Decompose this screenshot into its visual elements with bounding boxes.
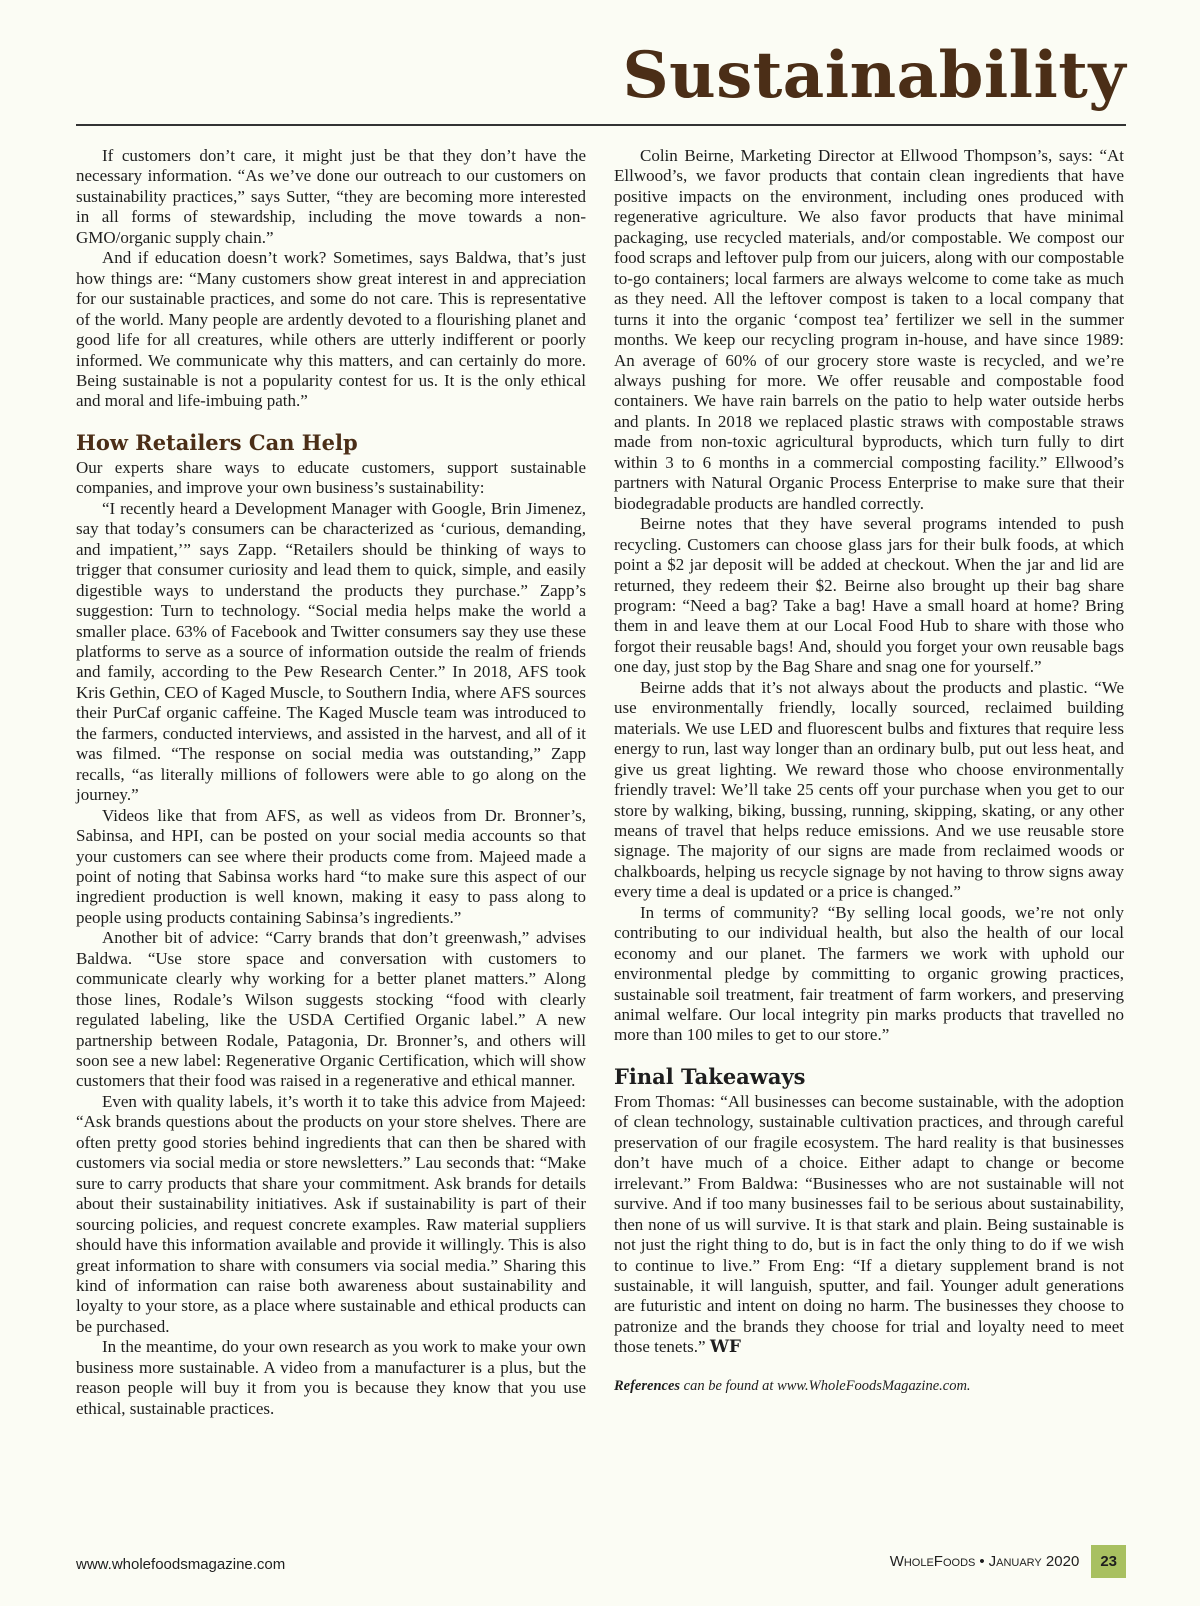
- paragraph: Colin Beirne, Marketing Director at Ellwood Thompson’s, says: “At Ellwood’s, we favor products that contain clean ingredients that have positive impacts on the environment, including ones produced with regenerative agriculture. We also favor products that have minimal packaging, use recycled materials, and/or compostable. We compost our food scraps and leftover pulp from our juicers, along with our compostable to-go containers; local farmers are always welcome to come take as much as they need. All the leftover compost is taken to a local company that turns it into the organic ‘compost tea’ fertilizer we sell in the summer months. We keep our recycling program in-house, and have since 1989: An average of 60% of our grocery store waste is recycled, and we’re always pushing for more. We offer reusable and compostable food containers. We have rain barrels on the patio to help water outside herbs and plants. In 2018 we replaced plastic straws with compostable straws made from non-toxic agricultural byproducts, which turn fully to dirt within 3 to 6 months in a commercial composting facility.” Ellwood’s partners with Natural Organic Process Enterprise to make sure that their biodegradable products are handled correctly.: [614, 146, 1124, 513]
- footer-separator: •: [979, 1553, 985, 1570]
- left-column: [76, 146, 586, 1419]
- right-column: [614, 146, 1124, 1396]
- footer-issue: [890, 1545, 1126, 1578]
- paragraph: In the meantime, do your own research as you work to make your own business more sustainable. A video from a manufacturer is a plus, but the reason people will buy it from you is because they know that you use ethical, sustainable practices.: [76, 1337, 586, 1418]
- paragraph: If customers don’t care, it might just be that they don’t have the necessary information. “As we’ve done our outreach to our customers on sustainability practices,” says Sutter, “they are becoming more interested in all forms of stewardship, including the move towards a non-GMO/organic supply chain.”: [76, 146, 586, 247]
- paragraph: Another bit of advice: “Carry brands that don’t greenwash,” advises Baldwa. “Use store space and conversation with customers to communicate clearly why working for a better planet matters.” Along those lines, Rodale’s Wilson suggests stocking “food with clearly regulated labeling, like the USDA Certified Organic label.” A new partnership between Rodale, Patagonia, Dr. Bronner’s, and others will soon see a new label: Regenerative Organic Certification, which will show customers that their food was raised in a regenerative and ethical manner.: [76, 928, 586, 1091]
- references-text: can be found at www.WholeFoodsMagazine.com.: [680, 1377, 971, 1394]
- paragraph: In terms of community? “By selling local goods, we’re not only contributing to our individual health, but also the health of our local economy and our planet. The farmers we work with uphold our environmental pledge by committing to organic growing practices, sustainable soil treatment, fair treatment of farm workers, and preserving animal welfare. Our local integrity pin marks products that travelled no more than 100 miles to get to our store.”: [614, 902, 1124, 1045]
- paragraph: Our experts share ways to educate customers, support sustainable companies, and improve your own business’s sustainability:: [76, 457, 586, 498]
- paragraph: Beirne adds that it’s not always about the products and plastic. “We use environmentally friendly, locally sourced, reclaimed building materials. We use LED and fluorescent bulbs and fixtures that require less energy to run, last way longer than an ordinary bulb, put out less heat, and give us great lighting. We reward those who choose environmentally friendly travel: We’ll take 25 cents off your purchase when you get to our store by walking, biking, bussing, running, skipping, skating, or any other means of travel that helps reduce emissions. And we use reusable store signage. The majority of our signs are made from reclaimed woods or chalkboards, helping us recycle signage by not having to throw signs away every time a deal is updated or a price is changed.”: [614, 677, 1124, 902]
- paragraph-text: From Thomas: “All businesses can become sustainable, with the adoption of clean technology, sustainable cultivation practices, and through careful preservation of our fragile ecosystem. The hard reality is that businesses don’t have much of a choice. Either adapt to change or become irrelevant.” From Baldwa: “Businesses who are not sustainable will not survive. And if too many businesses fail to be serious about sustainability, then none of us will survive. It is that stark and plain. Being sustainable is not just the right thing to do, but is in fact the only thing to do if we wish to continue to live.” From Eng: “If a dietary supplement brand is not sustainable, it will languish, sputter, and fail. Younger adult generations are futuristic and intent on doing no harm. The businesses they choose to patronize and the brands they choose for trial and loyalty need to meet those tenets.”: [614, 1091, 1124, 1357]
- page-title: Sustainability: [622, 38, 1126, 113]
- section-heading-final-takeaways: Final Takeaways: [614, 1063, 806, 1089]
- signoff: WF: [709, 1337, 742, 1358]
- references-note: [614, 1376, 1124, 1396]
- paragraph: Even with quality labels, it’s worth it to take this advice from Majeed: “Ask brands questions about the products on your store shelves. There are often pretty good stories behind ingredients that can then be shared with customers via social media or store newsletters.” Lau seconds that: “Make sure to carry products that share your commitment. Ask brands for details about their sustainability initiatives. Ask if sustainability is part of their sourcing policies, and request concrete examples. Raw material suppliers should have this information available and provide it willingly. This is also great information to share with consumers via social media.” Sharing this kind of information can raise both awareness about sustainability and loyalty to your store, as a place where sustainable and ethical products can be purchased.: [76, 1091, 586, 1336]
- paragraph: “I recently heard a Development Manager with Google, Brin Jimenez, say that today’s consumers can be characterized as ‘curious, demanding, and impatient,’” says Zapp. “Retailers should be thinking of ways to trigger that consumer curiosity and lead them to quick, simple, and easily digestible ways to understand the products they purchase.” Zapp’s suggestion: Turn to technology. “Social media helps make the world a smaller place. 63% of Facebook and Twitter consumers say they use these platforms to serve as a source of information outside the realm of friends and family, according to the Pew Research Center.” In 2018, AFS took Kris Gethin, CEO of Kaged Muscle, to Southern India, where AFS sources their PurCaf organic caffeine. The Kaged Muscle team was introduced to the farmers, conducted interviews, and assisted in the harvest, and all of it was filmed. “The response on social media was outstanding,” Zapp recalls, “as literally millions of followers were able to go along on the journey.”: [76, 498, 586, 805]
- paragraph: [614, 1092, 1124, 1358]
- page-number: 23: [1091, 1545, 1126, 1578]
- paragraph: And if education doesn’t work? Sometimes, says Baldwa, that’s just how things are: “Many customers show great interest in and appreciation for our sustainable practices, and some do not care. This is representative of the world. Many people are ardently devoted to a flourishing planet and good life for all creatures, while others are utterly indifferent or poorly informed. We communicate why this matters, and can certainly do more. Being sustainable is not a popularity contest for us. It is the only ethical and moral and life-imbuing path.”: [76, 248, 586, 411]
- paragraph: Videos like that from AFS, as well as videos from Dr. Bronner’s, Sabinsa, and HPI, can be posted on your social media accounts so that your customers can see where their products come from. Majeed made a point of noting that Sabinsa works hard “to make sure this aspect of our ingredient production is well known, making it easy to pass along to people using products containing Sabinsa’s ingredients.”: [76, 805, 586, 927]
- footer-url: www.wholefoodsmagazine.com: [76, 1556, 286, 1573]
- paragraph: Beirne notes that they have several programs intended to push recycling. Customers can choose glass jars for their bulk foods, at which point a $2 jar deposit will be added at checkout. When the jar and lid are returned, they redeem their $2. Beirne also brought up their bag share program: “Need a bag? Take a bag! Have a small hoard at home? Bring them in and leave them at our Local Food Hub to share with those who forgot their reusable bags! And, should you forget your own reusable bags one day, just stop by the Bag Share and snag one for yourself.”: [614, 514, 1124, 677]
- section-heading-how-retailers: How Retailers Can Help: [76, 429, 358, 455]
- magazine-name: WholeFoods: [889, 1553, 976, 1570]
- header-divider: [76, 124, 1126, 126]
- issue-date: January 2020: [988, 1553, 1080, 1570]
- references-label: References: [614, 1377, 681, 1394]
